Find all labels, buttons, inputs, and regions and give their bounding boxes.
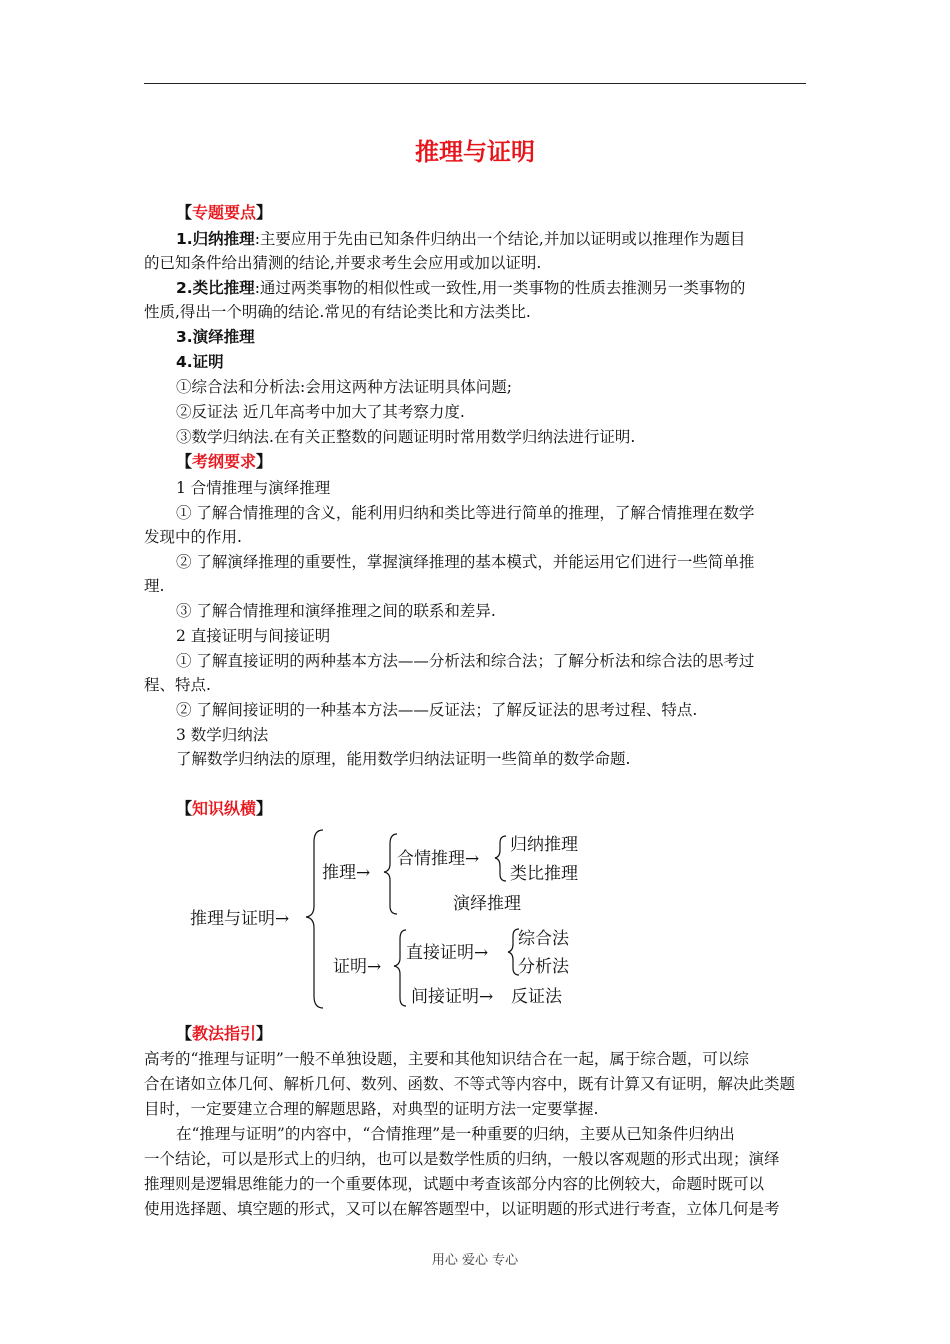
map-induction: 归纳推理 [510, 835, 578, 855]
brace-root [306, 830, 323, 1008]
list-item: ② 了解演绎推理的重要性，掌握演绎推理的基本模式，并能运用它们进行一些简单推 [176, 553, 755, 571]
brace-proof [394, 930, 406, 1006]
section-heading-syllabus: 【考纲要求】 [176, 452, 273, 471]
paragraph-line: 在“推理与证明”的内容中，“合情推理”是一种重要的归纳，主要从已知条件归纳出 [176, 1125, 735, 1143]
paragraph-line: 使用选择题、填空题的形式，又可以在解答题型中，以证明题的形式进行考查，立体几何是考 [144, 1200, 780, 1218]
page-title: 推理与证明 [415, 138, 535, 166]
list-item: 了解数学归纳法的原理，能用数学归纳法证明一些简单的数学命题. [176, 750, 631, 768]
map-analogy: 类比推理 [510, 864, 578, 884]
term-label: 1.归纳推理 [176, 230, 255, 248]
paragraph-line: 一个结论，可以是形式上的归纳，也可以是数学性质的归纳，一般以客观题的形式出现；演绎 [144, 1150, 780, 1168]
map-analytic: 分析法 [518, 957, 569, 977]
section-heading-text: 专题要点 [192, 203, 257, 222]
list-item: 1 合情推理与演绎推理 [176, 479, 331, 497]
paragraph-line: 性质,得出一个明确的结论.常见的有结论类比和方法类比. [144, 303, 531, 321]
map-synthetic: 综合法 [518, 929, 569, 949]
map-reasoning: 推理→ [322, 863, 371, 883]
list-item: ② 了解间接证明的一种基本方法——反证法；了解反证法的思考过程、特点. [176, 701, 698, 719]
map-plausible: 合情推理→ [397, 849, 480, 869]
text: :主要应用于先由已知条件归纳出一个结论,并加以证明或以推理作为题目 [254, 230, 746, 248]
map-contradiction: 反证法 [511, 987, 562, 1007]
list-item: ①综合法和分析法:会用这两种方法证明具体问题; [176, 378, 512, 396]
paragraph-line: 理. [144, 577, 165, 595]
list-item: 2 直接证明与间接证明 [176, 627, 331, 645]
paragraph-line: 目时，一定要建立合理的解题思路，对典型的证明方法一定要掌握. [144, 1100, 599, 1118]
paragraph-line: 合在诸如立体几何、解析几何、数列、函数、不等式等内容中，既有计算又有证明，解决此类题 [144, 1075, 796, 1093]
section-heading-text: 考纲要求 [192, 452, 257, 471]
section-heading-text: 教法指引 [192, 1024, 257, 1043]
section-heading-teaching: 【教法指引】 [176, 1024, 273, 1043]
brace-reasoning [384, 834, 397, 914]
map-proof: 证明→ [333, 957, 382, 977]
text: :通过两类事物的相似性或一致性,用一类事物的性质去推测另一类事物的 [254, 279, 746, 297]
brace-plausible [495, 836, 506, 881]
map-indirect: 间接证明→ [411, 987, 494, 1007]
paragraph-line: 高考的“推理与证明”一般不单独设题，主要和其他知识结合在一起，属于综合题，可以综 [144, 1050, 749, 1068]
page-footer: 用心 爱心 专心 [431, 1253, 519, 1268]
list-item: ① 了解合情推理的含义，能利用归纳和类比等进行简单的推理，了解合情推理在数学 [176, 504, 755, 522]
map-root: 推理与证明→ [190, 909, 290, 929]
list-item: ① 了解直接证明的两种基本方法——分析法和综合法；了解分析法和综合法的思考过 [176, 652, 755, 670]
map-deductive: 演绎推理 [453, 894, 521, 914]
map-direct: 直接证明→ [406, 943, 489, 963]
list-item: 3 数学归纳法 [176, 726, 269, 744]
paragraph-line: 发现中的作用. [144, 528, 242, 546]
section-heading-key-points: 【专题要点】 [176, 203, 273, 222]
item-deduction: 3.演绎推理 [176, 328, 255, 346]
list-item: ③数学归纳法.在有关正整数的问题证明时常用数学归纳法进行证明. [176, 428, 636, 446]
list-item: ③ 了解合情推理和演绎推理之间的联系和差异. [176, 602, 496, 620]
section-heading-text: 知识纵横 [192, 799, 257, 818]
section-heading-knowledge: 【知识纵横】 [176, 799, 273, 818]
list-item: ②反证法 近几年高考中加大了其考察力度. [176, 403, 465, 421]
term-label: 2.类比推理 [176, 279, 255, 297]
paragraph-line: 程、特点. [144, 676, 211, 694]
item-proof: 4.证明 [176, 353, 224, 371]
paragraph-line: 推理则是逻辑思维能力的一个重要体现，试题中考查该部分内容的比例较大，命题时既可以 [144, 1175, 765, 1193]
paragraph-line: 的已知条件给出猜测的结论,并要求考生会应用或加以证明. [144, 254, 542, 272]
